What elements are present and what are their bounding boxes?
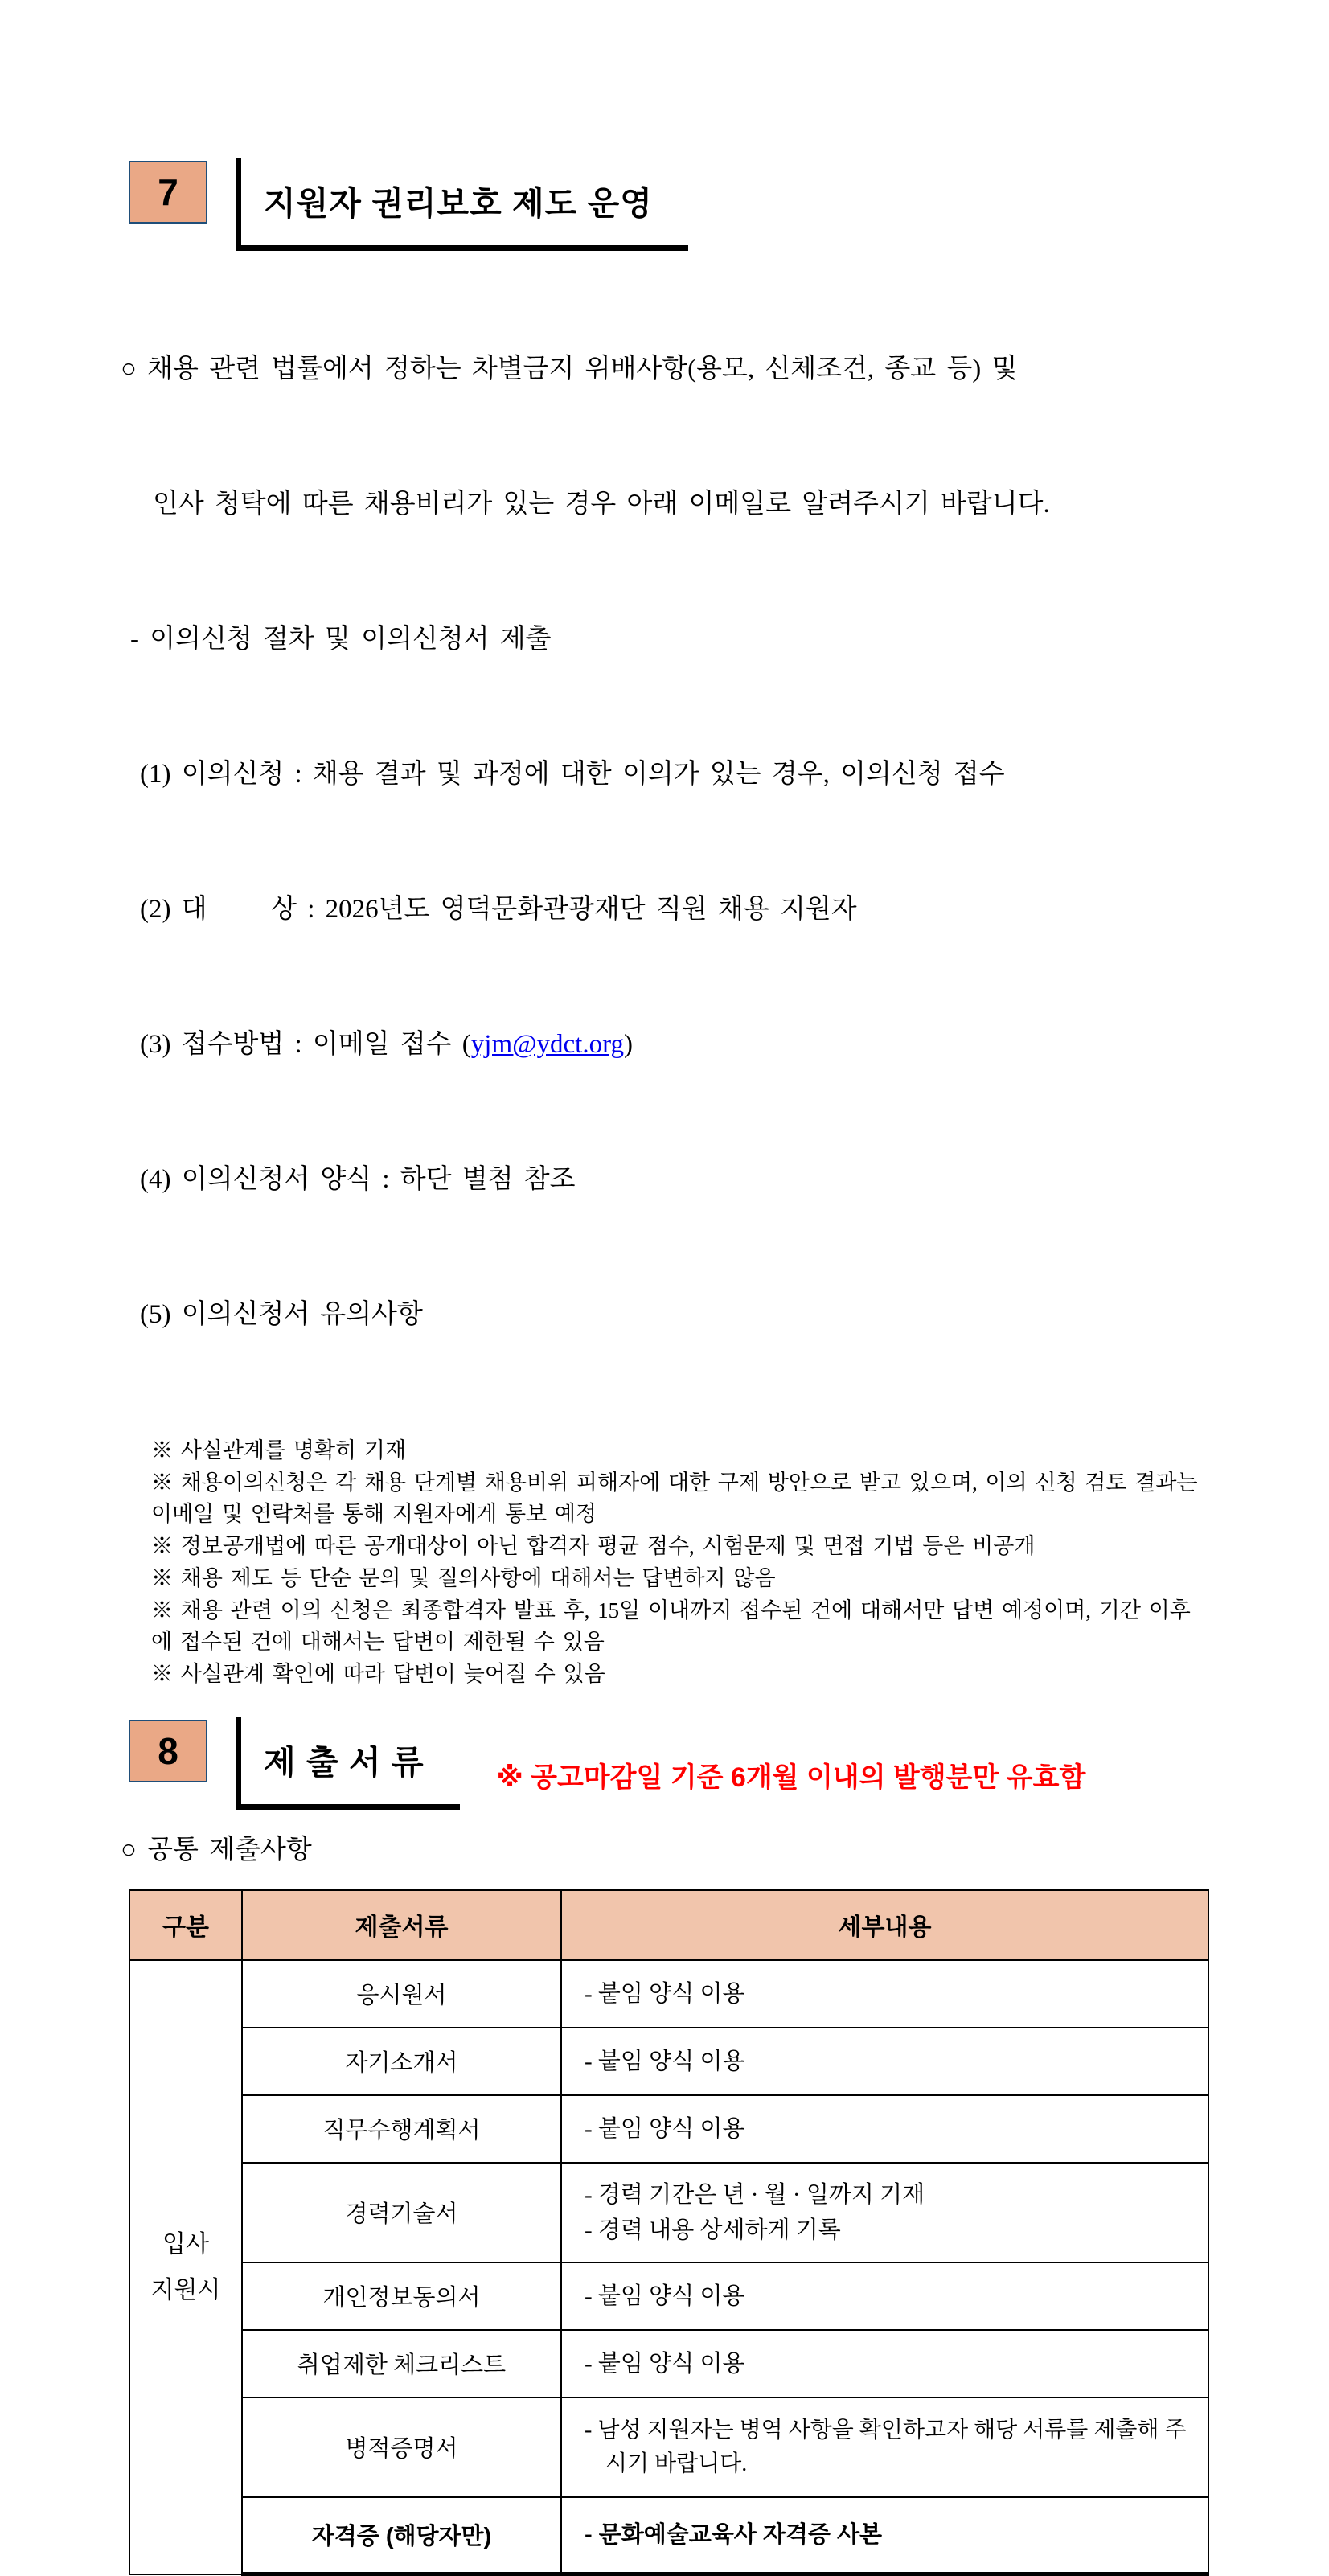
table-detail-cell [561,2497,1208,2574]
table-row [129,2163,1208,2262]
section7-number-badge: 7 [129,161,207,224]
table-doc-cell: 자격증 (해당자만) [242,2497,561,2574]
sub-bullet-line: - 이의신청 절차 및 이의신청서 제출 [130,625,552,654]
table-detail-cell [561,2330,1208,2398]
table-row [129,1960,1208,2028]
validity-warning-text: ※ 공고마감일 기준 6개월 이내의 발행분만 유효함 [496,1762,1086,1793]
table-row [129,2398,1208,2497]
detail-line: - 남성 지원자는 병역 사항을 확인하고자 해당 서류를 제출해 주시기 바랍니다. [585,2417,1187,2476]
table-doc-cell: 개인정보동의서 [242,2262,561,2330]
table-header-document: 제출서류 [242,1890,561,1960]
numbered-item-3-prefix: (3) 접수방법 : 이메일 접수 ( [140,1030,471,1059]
table-row [129,2262,1208,2330]
section7-body [119,256,1210,1427]
email-link[interactable]: yjm@ydct.org [470,1030,624,1059]
table-doc-cell: 직무수행계획서 [242,2095,561,2163]
detail-line: - 붙임 양식 이용 [585,1980,745,2007]
table-detail-cell [561,2163,1208,2262]
table-row [129,2497,1208,2574]
table-row [129,2028,1208,2095]
table-doc-cell: 응시원서 [242,1960,561,2028]
note-line: ※ 사실관계 확인에 따라 답변이 늦어질 수 있음 [151,1662,605,1686]
table-header-detail: 세부내용 [561,1890,1208,1960]
section7-title: 지원자 권리보호 제도 운영 [264,184,653,222]
submission-documents-table [129,1889,1209,2576]
section7-header [129,158,1210,244]
table-detail-cell [561,2262,1208,2330]
table-row [129,2330,1208,2398]
detail-line: - 문화예술교육사 자격증 사본 [585,2521,882,2548]
numbered-item-4: (4) 이의신청서 양식 : 하단 별첨 참조 [140,1165,576,1194]
section7-title-block [236,158,688,251]
numbered-item-3 [140,1022,1210,1067]
detail-line: - 붙임 양식 이용 [585,2048,745,2074]
note-line: ※ 정보공개법에 따른 공개대상이 아닌 합격자 평균 점수, 시험문제 및 면접 기법 등은 비공개 [151,1534,1036,1558]
table-doc-cell: 병적증명서 [242,2398,561,2497]
table-doc-cell: 취업제한 체크리스트 [242,2330,561,2398]
numbered-item-5: (5) 이의신청서 유의사항 [140,1300,423,1329]
note-line: ※ 채용 관련 이의 신청은 최종합격자 발표 후, 15일 이내까지 접수된 건에 대해서만 답변 예정이며, 기간 이후에 접수된 건에 대해서는 답변이 제한될 수 있음 [151,1598,1191,1654]
table-group-cell: 입사 지원시 [129,1960,242,2574]
table-header-row [129,1890,1208,1960]
table-row [129,2095,1208,2163]
section8-title: 제 출 서 류 [264,1743,425,1781]
detail-line: - 붙임 양식 이용 [585,2283,745,2309]
detail-line: - 붙임 양식 이용 [585,2350,745,2377]
note-line: ※ 채용이의신청은 각 채용 단계별 채용비위 피해자에 대한 구제 방안으로 받고 있으며, 이의 신청 검토 결과는 이메일 및 연락처를 통해 지원자에게 통보 예정 [151,1471,1198,1526]
paragraph-line: ○ 채용 관련 법률에서 정하는 차별금지 위배사항(용모, 신체조건, 종교 등) 및 [121,355,1018,384]
numbered-item-2: (2) 대 상 : 2026년도 영덕문화관광재단 직원 채용 지원자 [140,895,857,924]
detail-line: - 경력 기간은 년 · 월 · 일까지 기재 [585,2181,925,2208]
table-doc-cell: 자기소개서 [242,2028,561,2095]
section8-header [129,1717,1210,1803]
paragraph-line: 인사 청탁에 따른 채용비리가 있는 경우 아래 이메일로 알려주시기 바랍니다. [153,490,1050,519]
note-line: ※ 채용 제도 등 단순 문의 및 질의사항에 대해서는 답변하지 않음 [151,1566,776,1590]
numbered-item-1: (1) 이의신청 : 채용 결과 및 과정에 대한 이의가 있는 경우, 이의신청 접수 [140,760,1005,789]
detail-line: - 경력 내용 상세하게 기록 [585,2217,841,2243]
note-line: ※ 사실관계를 명확히 기재 [151,1438,407,1462]
section8-title-block [236,1717,460,1810]
table-detail-cell [561,2398,1208,2497]
section8 [119,1717,1210,2576]
common-documents-subheading: ○ 공통 제출사항 [121,1836,312,1864]
table-doc-cell: 경력기술서 [242,2163,561,2262]
detail-line: - 붙임 양식 이용 [585,2115,745,2142]
table-detail-cell [561,2028,1208,2095]
section8-number-badge: 8 [129,1720,207,1782]
table-detail-cell [561,1960,1208,2028]
section7-notes [151,1435,1208,1690]
table-header-category: 구분 [129,1890,242,1960]
table-detail-cell [561,2095,1208,2163]
numbered-item-3-suffix: ) [623,1030,633,1059]
